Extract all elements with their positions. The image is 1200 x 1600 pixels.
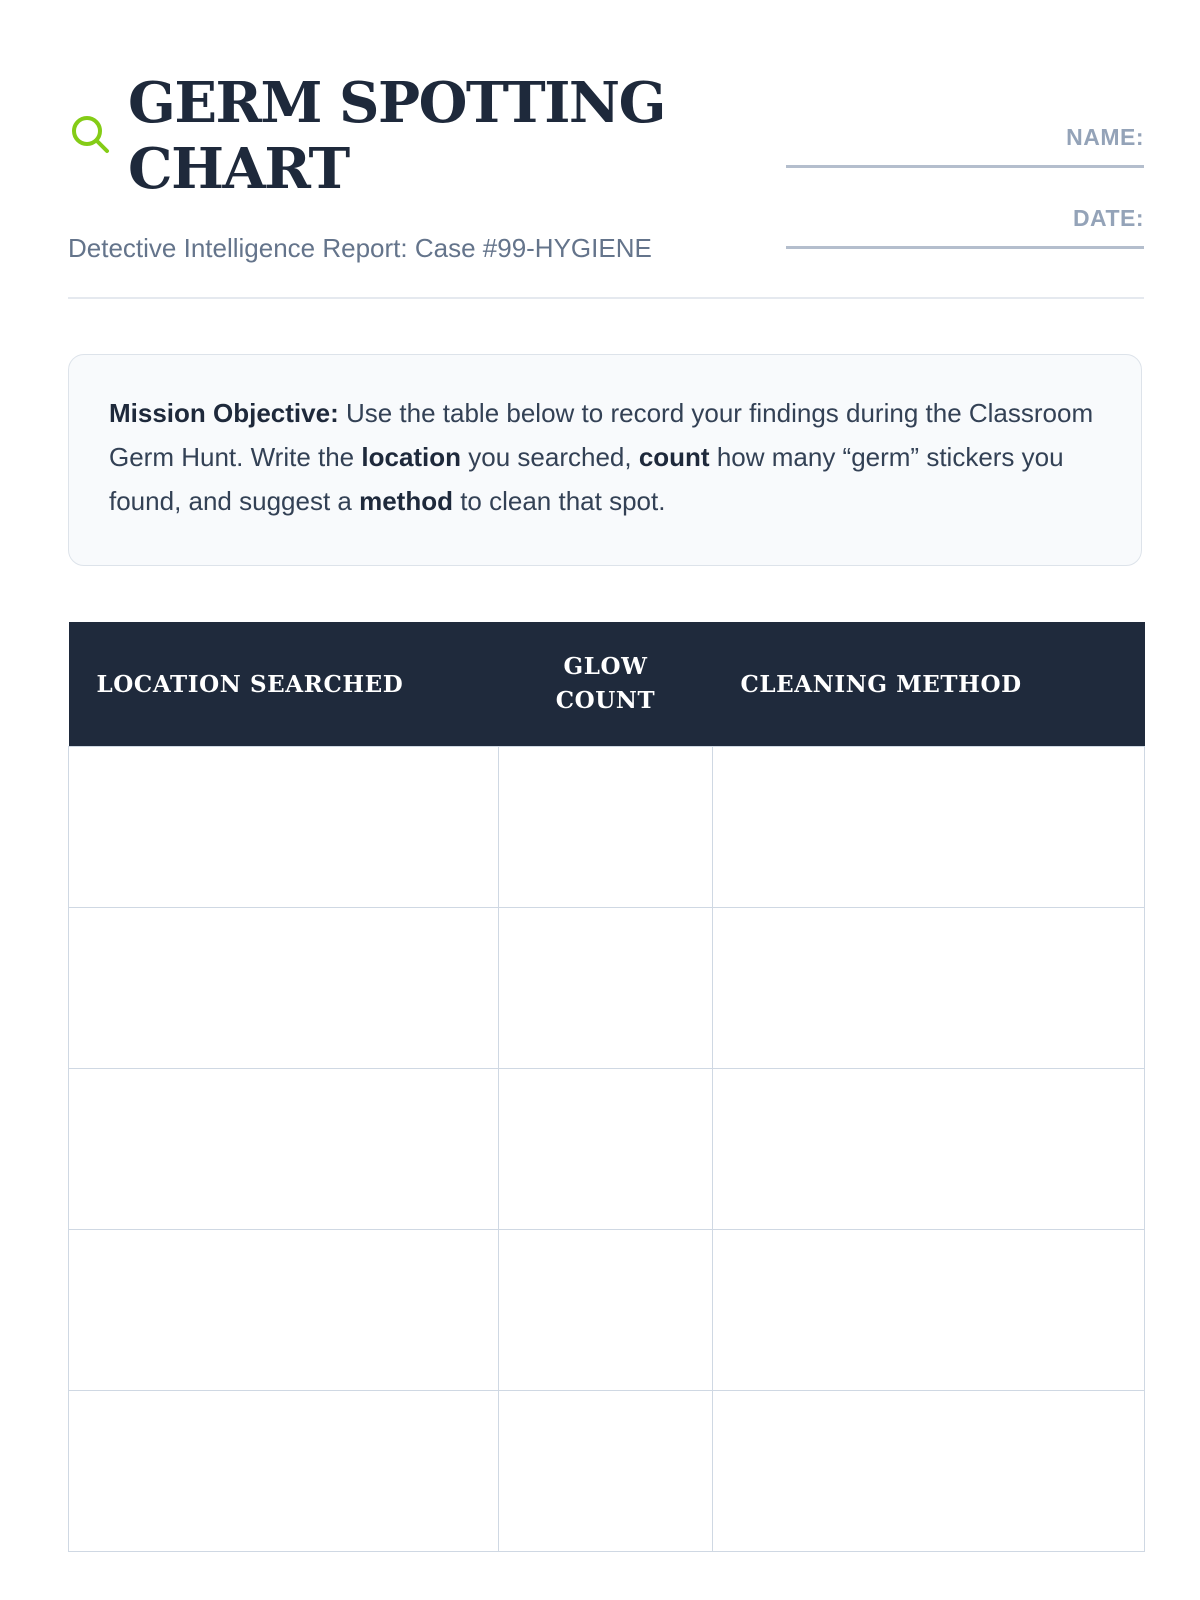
table-row: [69, 1391, 1145, 1552]
location-cell[interactable]: [69, 1230, 499, 1391]
location-cell[interactable]: [69, 1391, 499, 1552]
mission-text-1: Use the table below to record your findings during the Classroom Germ Hunt. Write the: [109, 398, 1094, 472]
header-glow-count: [499, 622, 713, 747]
header-cleaning-method: CLEANING METHOD: [713, 622, 1145, 747]
method-cell[interactable]: [713, 1391, 1145, 1552]
location-cell[interactable]: [69, 1069, 499, 1230]
table-header-row: [69, 622, 1145, 747]
name-write-line[interactable]: [786, 165, 1144, 168]
keyword-count: count: [638, 442, 710, 472]
header-glow-count-line-1: GLOW: [563, 653, 648, 680]
mission-text-3: how many “germ” stickers you found, and suggest a: [109, 442, 1064, 516]
header-location-searched: LOCATION SEARCHED: [69, 622, 499, 747]
count-cell[interactable]: [499, 1069, 713, 1230]
table-row: [69, 1230, 1145, 1391]
table-row: [69, 1069, 1145, 1230]
title-line-1: GERM SPOTTING: [128, 70, 665, 136]
mission-text-2: you searched,: [461, 442, 639, 472]
date-field: [786, 205, 1144, 249]
table-row: [69, 747, 1145, 908]
count-cell[interactable]: [499, 1391, 713, 1552]
date-label: DATE:: [1072, 205, 1144, 231]
mission-objective-box: [68, 354, 1142, 566]
name-field: [786, 124, 1144, 168]
mission-label: Mission Objective:: [109, 398, 339, 428]
date-write-line[interactable]: [786, 246, 1144, 249]
header-divider: [68, 297, 1144, 299]
method-cell[interactable]: [713, 747, 1145, 908]
mission-text-4: to clean that spot.: [452, 486, 666, 516]
count-cell[interactable]: [499, 908, 713, 1069]
search-icon: [70, 114, 110, 154]
location-cell[interactable]: [69, 908, 499, 1069]
germ-findings-table: [68, 622, 1145, 1552]
keyword-method: method: [359, 486, 453, 516]
worksheet-header: [68, 0, 1144, 300]
worksheet-page: [68, 0, 1144, 714]
count-cell[interactable]: [499, 747, 713, 908]
report-subtitle: Detective Intelligence Report: Case #99-HYGIENE: [68, 233, 652, 263]
method-cell[interactable]: [713, 1069, 1145, 1230]
keyword-location: location: [361, 442, 462, 472]
location-cell[interactable]: [69, 747, 499, 908]
header-glow-count-line-2: COUNT: [555, 687, 656, 714]
name-label: NAME:: [1066, 124, 1144, 150]
page-title: [128, 70, 728, 202]
table-row: [69, 908, 1145, 1069]
method-cell[interactable]: [713, 1230, 1145, 1391]
method-cell[interactable]: [713, 908, 1145, 1069]
count-cell[interactable]: [499, 1230, 713, 1391]
title-line-2: CHART: [128, 136, 349, 202]
